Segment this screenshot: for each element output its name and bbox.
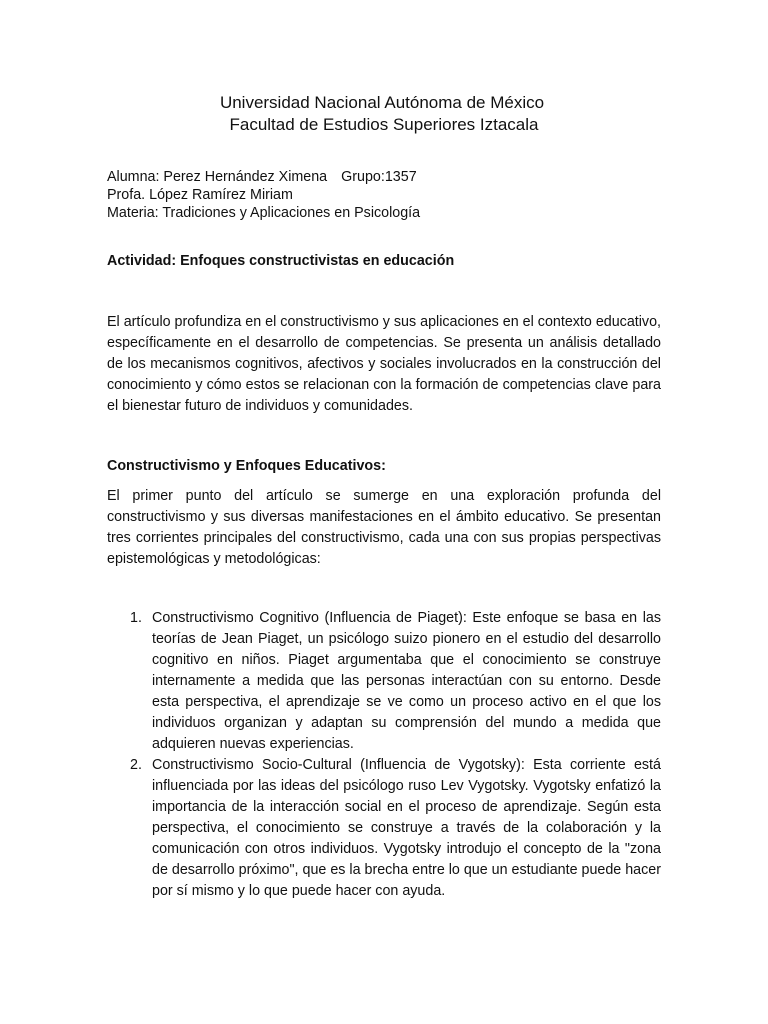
list-item-number: 2. <box>130 757 142 773</box>
section-paragraph: El primer punto del artículo se sumerge en una exploración profunda del constructivismo y sus diversas manifestaciones en el ámbito educativo. Se presentan tres corrientes principales del constructivismo, cada una con sus propias perspectivas epistemológicas y metodológicas: <box>107 488 661 567</box>
numbered-list <box>107 608 661 902</box>
group-number: Grupo:1357 <box>341 169 417 185</box>
faculty-title: Facultad de Estudios Superiores Iztacala <box>229 115 539 134</box>
activity-title: Actividad: Enfoques constructivistas en educación <box>107 253 455 269</box>
list-item-text: Constructivismo Cognitivo (Influencia de Piaget): Este enfoque se basa en las teorías de Jean Piaget, un psicólogo suizo pionero en el estudio del desarrollo cognitivo en niños. Piaget argumentaba que el conocimiento se construye internamente a medida que las personas interactúan con su entorno. Desde esta perspectiva, el aprendizaje se ve como un proceso activo en el que los individuos organizan y adaptan su comprensión del mundo a medida que adquieren nuevas experiencias. <box>152 610 661 752</box>
student-name: Alumna: Perez Hernández Ximena <box>107 169 328 185</box>
university-title: Universidad Nacional Autónoma de México <box>219 93 545 112</box>
subject-line: Materia: Tradiciones y Aplicaciones en Psicología <box>107 205 421 221</box>
list-item-number: 1. <box>130 610 142 626</box>
list-item-text: Constructivismo Socio-Cultural (Influencia de Vygotsky): Esta corriente está influenciada por las ideas del psicólogo ruso Lev Vygotsky. Vygotsky enfatizó la importancia de la interacción social en el proceso de aprendizaje. Según esta perspectiva, el conocimiento se construye a través de la colaboración y la comunicación con otros individuos. Vygotsky introdujo el concepto de la "zona de desarrollo próximo", que es la brecha entre lo que un estudiante puede hacer por sí mismo y lo que puede hacer con ayuda. <box>152 757 661 899</box>
student-info <box>107 168 420 222</box>
student-line <box>107 168 420 186</box>
intro-paragraph: El artículo profundiza en el constructivismo y sus aplicaciones en el contexto educativo, específicamente en el desarrollo de competencias. Se presenta un análisis detallado de los mecanismos cognitivos, afectivos y sociales involucrados en la construcción del conocimiento y cómo estos se relacionan con la formación de competencias clave para el bienestar futuro de individuos y comunidades. <box>107 314 661 414</box>
section-heading: Constructivismo y Enfoques Educativos: <box>107 458 386 474</box>
list-item <box>107 755 661 902</box>
list-item <box>107 608 661 755</box>
professor-line: Profa. López Ramírez Miriam <box>107 187 293 203</box>
